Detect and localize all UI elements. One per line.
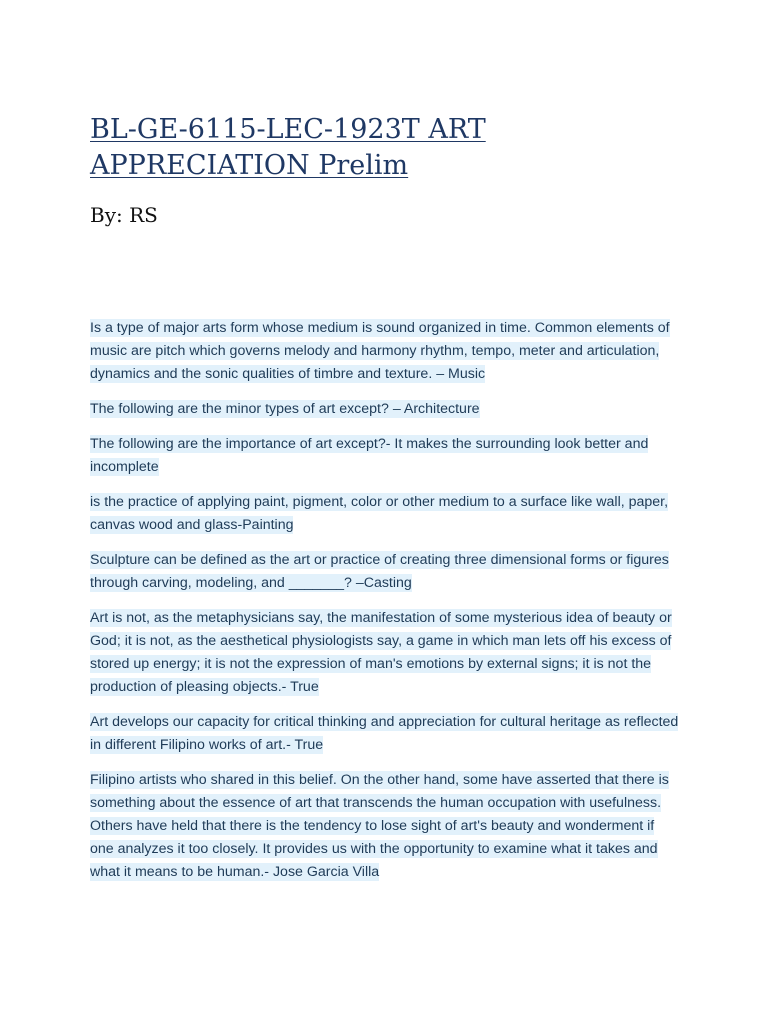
paragraph-text: Art develops our capacity for critical thinking and appreciation for cultural heritage as reflected in different Filipino works of art.- True (90, 714, 679, 753)
paragraph (90, 549, 680, 595)
paragraph (90, 769, 680, 884)
paragraph (90, 433, 680, 479)
paragraph (90, 711, 680, 757)
document-author: By: RS (90, 203, 158, 227)
paragraph-text: Art is not, as the metaphysicians say, the manifestation of some mysterious idea of beauty or God; it is not, as the aesthetical physiologists say, a game in which man lets off his excess of stored up energy; it is not the expression of man's emotions by external signs; it is not the production of pleasing objects.- True (90, 610, 672, 695)
paragraph-text: is the practice of applying paint, pigment, color or other medium to a surface like wall, paper, canvas wood and glass-Painting (90, 494, 669, 533)
paragraph (90, 398, 680, 421)
document-body (90, 317, 680, 896)
paragraph (90, 491, 680, 537)
paragraph-text: Sculpture can be defined as the art or practice of creating three dimensional forms or figures through carving, modeling, and _______? –Casting (90, 552, 669, 591)
paragraph-text: The following are the minor types of art except? – Architecture (90, 401, 480, 417)
paragraph-text: Filipino artists who shared in this belief. On the other hand, some have asserted that there is something about the essence of art that transcends the human occupation with usefulness. Others have held that there is the tendency to lose sight of art's beauty and wonderment if one analyzes it too closely. It provides us with the opportunity to examine what it takes and what it means to be human.- Jose Garcia Villa (90, 772, 669, 880)
paragraph-text: The following are the importance of art except?- It makes the surrounding look better and incomplete (90, 436, 649, 475)
document-title: BL-GE-6115-LEC-1923T ART APPRECIATION Prelim (90, 114, 486, 181)
paragraph (90, 317, 680, 386)
paragraph (90, 607, 680, 699)
paragraph-text: Is a type of major arts form whose medium is sound organized in time. Common elements of music are pitch which governs melody and harmony rhythm, tempo, meter and articulation, dynamics and the sonic qualities of timbre and texture. – Music (90, 320, 670, 382)
